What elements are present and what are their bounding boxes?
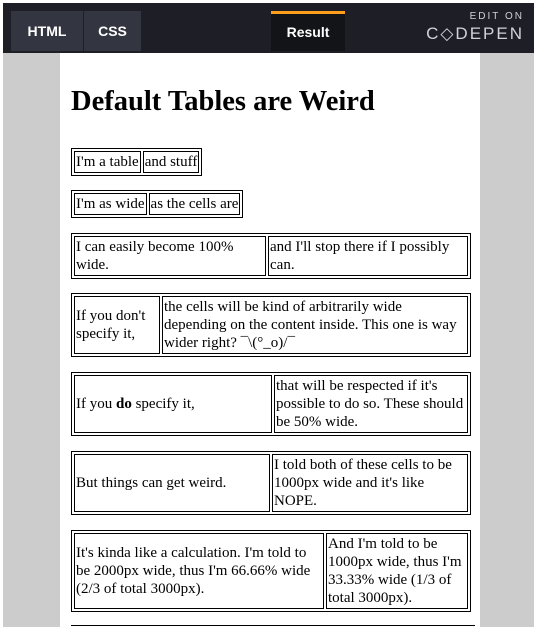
table-cell: and I'll stop there if I possibly can. <box>268 236 468 276</box>
table-7 <box>71 530 471 612</box>
table-2 <box>71 190 243 218</box>
tab-result[interactable]: Result <box>271 11 345 51</box>
table-cell: I told both of these cells to be 1000px wide and it's like NOPE. <box>272 454 468 512</box>
page-title: Default Tables are Weird <box>71 86 375 117</box>
cell-text: specify it, <box>131 396 195 412</box>
table-3 <box>71 233 471 279</box>
table-cell: It's kinda like a calculation. I'm told to be 2000px wide, thus I'm 66.66% wide (2/3 of total 3000px). <box>74 533 324 609</box>
codepen-logo <box>426 23 524 45</box>
edit-on-codepen-link[interactable] <box>426 11 524 45</box>
tab-html[interactable]: HTML <box>11 11 83 51</box>
tab-css[interactable]: CSS <box>84 11 141 51</box>
table-1 <box>71 148 202 176</box>
table-cell: If you don't specify it, <box>74 296 160 354</box>
table-cell <box>74 375 272 433</box>
table-cell: the cells will be kind of arbitrarily wide depending on the content inside. This one is way wider right? ¯\(°_o)/¯ <box>162 296 468 354</box>
edit-on-label: EDIT ON <box>469 11 524 22</box>
table-4 <box>71 293 471 357</box>
table-cell: as the cells are <box>149 193 241 215</box>
codepen-embed <box>3 3 534 627</box>
table-cell: I can easily become 100% wide. <box>74 236 266 276</box>
cell-bold-text: do <box>116 396 132 412</box>
table-6 <box>71 451 471 515</box>
table-cell: that will be respected if it's possible to do so. These should be 50% wide. <box>274 375 468 433</box>
table-cell: I'm a table <box>74 151 141 173</box>
embed-toolbar <box>3 3 534 53</box>
table-cell: and stuff <box>143 151 200 173</box>
table-cell: But things can get weird. <box>74 454 270 512</box>
table-cell: I'm as wide <box>74 193 147 215</box>
result-frame <box>3 53 534 627</box>
cell-text: If you <box>76 396 116 412</box>
result-page <box>60 53 480 627</box>
codepen-wordmark: C◇DEPEN <box>426 24 524 43</box>
next-table-edge <box>71 625 475 626</box>
table-5 <box>71 372 471 436</box>
table-cell: And I'm told to be 1000px wide, thus I'm 33.33% wide (1/3 of total 3000px). <box>326 533 468 609</box>
